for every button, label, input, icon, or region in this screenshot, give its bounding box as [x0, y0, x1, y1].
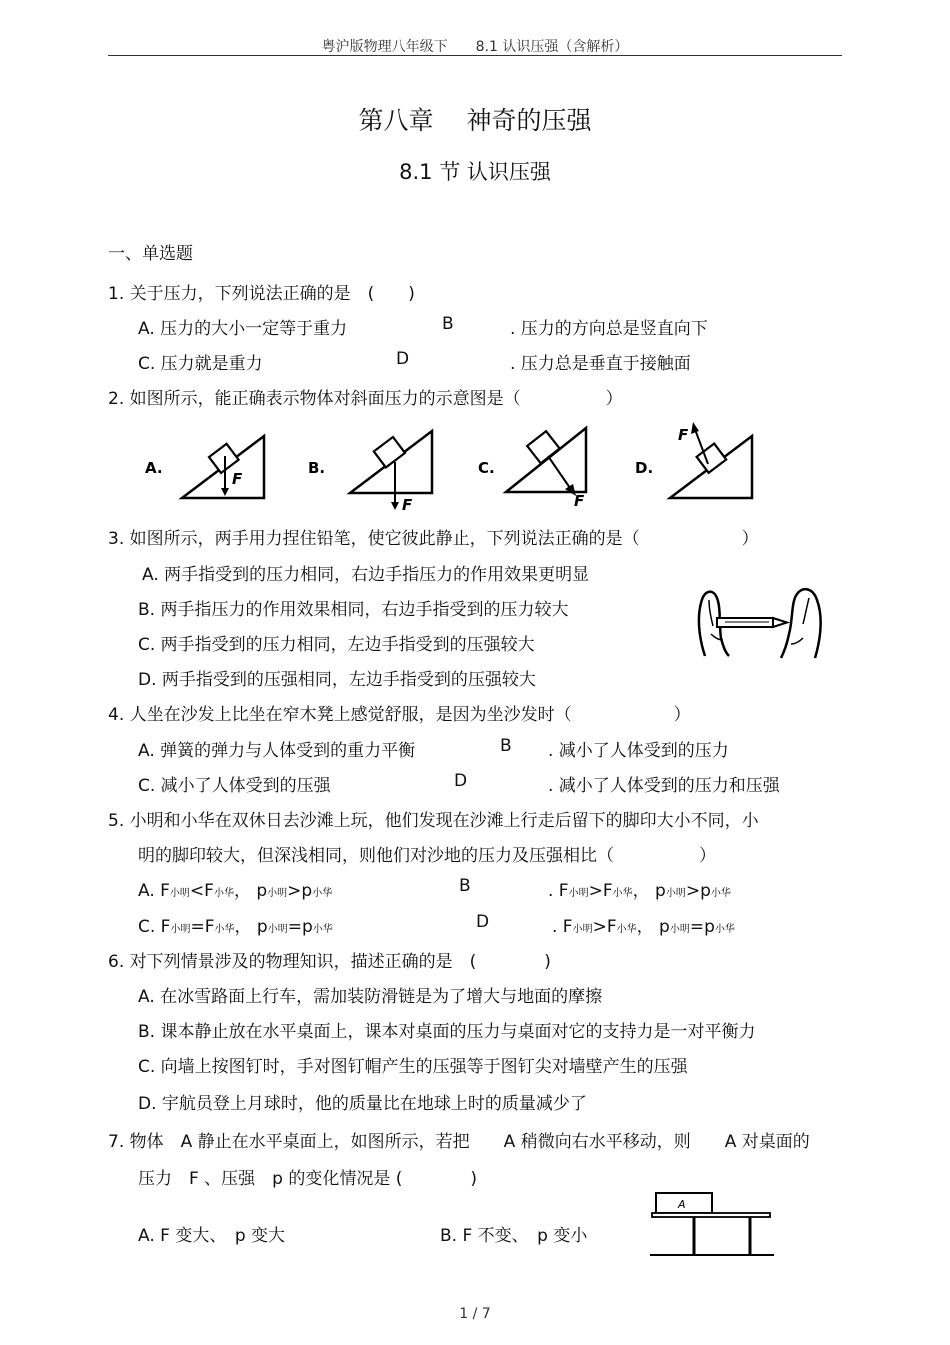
q5-option-d: . F小明>F小华， p小明=p小华 [552, 917, 735, 937]
q1-stem: 1. 关于压力，下列说法正确的是 ( ) [108, 284, 415, 304]
figure-c-force-label: F [574, 492, 585, 510]
q2-stem: 2. 如图所示，能正确表示物体对斜面压力的示意图是（ ） [108, 389, 623, 409]
q1-option-d: . 压力总是垂直于接触面 [510, 354, 691, 374]
q4-option-d-letter: D [454, 771, 468, 791]
header-rule [108, 55, 842, 56]
pencil-fingers-figure [695, 578, 825, 660]
q3-option-b: B. 两手指压力的作用效果相同，右边手指受到的压力较大 [138, 600, 569, 620]
figure-b [308, 431, 432, 514]
q3-stem: 3. 如图所示，两手用力捏住铅笔，使它彼此静止，下列说法正确的是（ ） [108, 529, 759, 549]
figure-c [478, 428, 586, 510]
q5-option-b-letter: B [459, 876, 471, 896]
q6-stem: 6. 对下列情景涉及的物理知识，描述正确的是 ( ) [108, 952, 551, 972]
q4-option-c: C. 减小了人体受到的压强 [138, 776, 331, 796]
figure-b-force-label: F [402, 496, 413, 514]
q4-option-b-letter: B [500, 736, 512, 756]
q1-option-c: C. 压力就是重力 [138, 354, 263, 374]
figure-a [145, 436, 264, 498]
q4-option-b: . 减小了人体受到的压力 [548, 741, 729, 761]
q5-option-c: C. F小明=F小华， p小明=p小华 [138, 917, 333, 937]
chapter-title: 第八章 神奇的压强 [358, 106, 592, 135]
section-title: 8.1 节 认识压强 [399, 160, 551, 184]
figure-a-force-label: F [232, 470, 243, 488]
q7-stem-line2: 压力 F 、压强 p 的变化情况是 ( ) [138, 1169, 478, 1189]
figure-d-label: D. [635, 459, 654, 477]
q6-option-a: A. 在冰雪路面上行车，需加装防滑链是为了增大与地面的摩擦 [138, 987, 603, 1007]
q3-option-a: A. 两手指受到的压力相同，右边手指压力的作用效果更明显 [142, 565, 590, 585]
q7-stem-line1: 7. 物体 A 静止在水平桌面上，如图所示，若把 A 稍微向右水平移动，则 A 对桌面的 [108, 1132, 810, 1152]
q1-option-b: . 压力的方向总是竖直向下 [510, 319, 708, 339]
q3-option-d: D. 两手指受到的压强相同，左边手指受到的压强较大 [138, 670, 536, 690]
q1-option-b-letter: B [442, 314, 454, 334]
q5-stem-line2: 明的脚印较大，但深浅相同，则他们对沙地的压力及压强相比（ ） [138, 846, 716, 866]
figure-d [635, 422, 752, 498]
figure-a-label: A. [145, 459, 163, 477]
q1-option-a: A. 压力的大小一定等于重力 [138, 319, 348, 339]
q5-option-d-letter: D [476, 912, 490, 932]
q7-option-a: A. F 变大、 p 变大 [138, 1226, 286, 1246]
q5-option-a: A. F小明<F小华， p小明>p小华 [138, 881, 333, 901]
q1-option-d-letter: D [396, 349, 410, 369]
block-label: A [678, 1198, 686, 1211]
page-header: 粤沪版物理八年级下 8.1 认识压强（含解析） [321, 39, 629, 55]
q5-stem-line1: 5. 小明和小华在双休日去沙滩上玩，他们发现在沙滩上行走后留下的脚印大小不同，小 [108, 811, 759, 831]
figure-d-force-label: F [678, 426, 689, 444]
q2-incline-figures [140, 418, 780, 514]
q6-option-c: C. 向墙上按图钉时，手对图钉帽产生的压强等于图钉尖对墙壁产生的压强 [138, 1057, 688, 1077]
section-heading: 一、单选题 [108, 244, 193, 264]
q6-option-d: D. 宇航员登上月球时，他的质量比在地球上时的质量减少了 [138, 1094, 587, 1114]
q7-option-b: B. F 不变、 p 变小 [440, 1226, 588, 1246]
figure-c-label: C. [478, 459, 495, 477]
q4-option-a: A. 弹簧的弹力与人体受到的重力平衡 [138, 741, 416, 761]
page-number: 1 / 7 [459, 1306, 491, 1322]
figure-b-label: B. [308, 459, 326, 477]
q6-option-b: B. 课本静止放在水平桌面上，课本对桌面的压力与桌面对它的支持力是一对平衡力 [138, 1022, 756, 1042]
block-on-table-figure [650, 1188, 774, 1264]
q5-option-b: . F小明>F小华， p小明>p小华 [548, 881, 731, 901]
q4-stem: 4. 人坐在沙发上比坐在窄木凳上感觉舒服，是因为坐沙发时（ ） [108, 705, 691, 725]
q4-option-d: . 减小了人体受到的压力和压强 [548, 776, 780, 796]
q3-option-c: C. 两手指受到的压力相同，左边手指受到的压强较大 [138, 635, 535, 655]
